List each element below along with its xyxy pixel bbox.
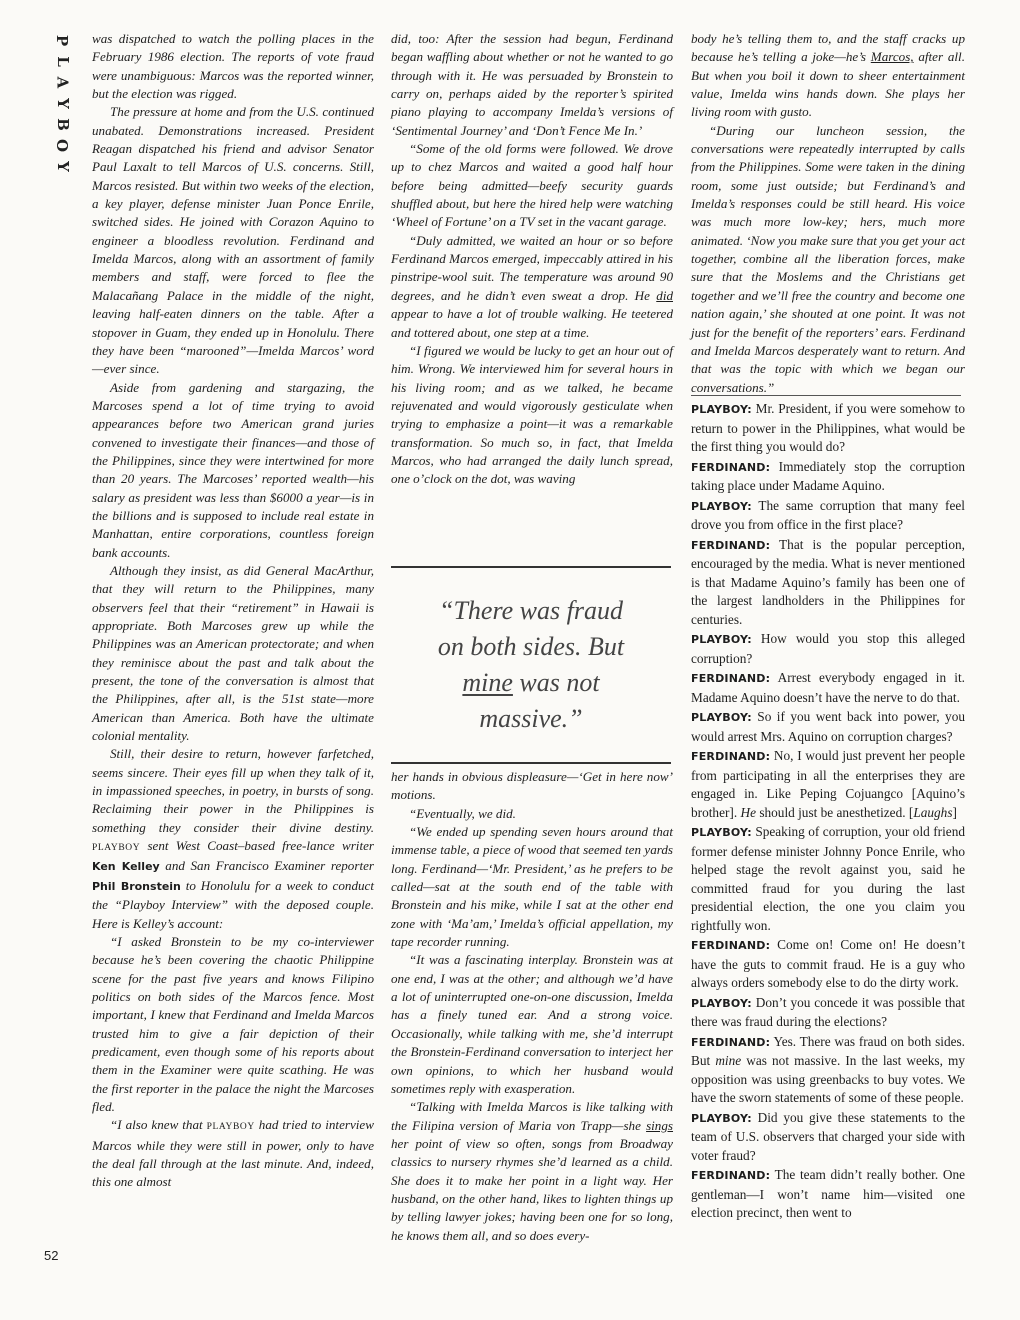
answer-text: Immediately stop the corruption taking place under Madame Aquino.	[691, 458, 965, 493]
text-run: to Honolulu for a week to conduct the “Playboy Interview” with the deposed couple. Here is Kelley’s account:	[92, 877, 374, 931]
paragraph: did, too: After the session had begun, Ferdinand began waffling about whether or not he wanted to go through with it. He was persuaded by Bronstein to carry on, perhaps aided by the reporter’s spirited piano playing to accompany Imelda’s versions of ‘Sentimental Journey’ and ‘Don’t Fence Me In.’	[391, 31, 673, 138]
paragraph: “We ended up spending seven hours around that immense table, a piece of wood that seemed ten yards long. Ferdinand—‘Mr. President,’ as he prefers to be called—sat at the south end of the table with Bronstein and his mike, while I sat at the other end zone with ‘Ma’am,’ Imelda’s official appellation, my tape recorder running.	[391, 824, 673, 950]
text-run: “I also knew that	[110, 1117, 203, 1133]
article-column-2-bottom	[391, 768, 673, 1268]
question	[691, 630, 965, 668]
logo-letter: A	[53, 76, 72, 89]
answer	[691, 669, 965, 707]
question-text: So if you went back into power, you would arrest Mrs. Aquino on corruption charges?	[691, 709, 966, 744]
answer-text: The team didn’t really bother. One gentleman—I won’t name him—visited one election precinct, then went to	[691, 1167, 965, 1220]
speaker-label: FERDINAND:	[691, 1169, 771, 1182]
question	[691, 400, 965, 457]
pull-quote-underlined: mine	[462, 668, 513, 697]
logo-letter: B	[53, 118, 72, 131]
italic-word: He	[740, 804, 756, 820]
paragraph: Aside from gardening and stargazing, the Marcoses spend a lot of time trying to avoid appearances before two American grand juries convened to investigate their finances—and those of the Philippines, since they were intertwined for more than 20 years. The Marcoses’ reported wealth—his salary as president was less than $6000 a year—is in the billions and is supposed to include real estate in Manhattan, entire corporations, countless foreign bank accounts.	[92, 379, 374, 560]
text-run: her point of view so often, songs from Broadway classics to nursery rhymes she’d learned as a child. She does it to make her point in a light way. Her husband, on the other hand, likes to lighten things up by telling lawyer jokes; having been one for so long, he knows them all, and so does every-	[391, 1135, 673, 1243]
answer-text: Come on! Come on! He doesn’t have the guts to commit fraud. He is a guy who always orders somebody else to do the dirty work.	[691, 937, 965, 990]
question-text: The same corruption that many feel drove you from office in the first place?	[691, 497, 965, 532]
speaker-label: PLAYBOY:	[691, 633, 752, 646]
logo-letter: O	[53, 138, 72, 153]
speaker-label: PLAYBOY:	[691, 996, 752, 1010]
answer	[691, 536, 965, 630]
paragraph	[391, 232, 673, 342]
speaker-label: PLAYBOY:	[691, 403, 752, 416]
speaker-label: FERDINAND:	[691, 538, 771, 552]
pull-quote	[391, 566, 671, 764]
question	[691, 823, 965, 935]
text-run: had tried to interview Marcos while they were still in power, only to have the deal fall through at the last minute. And, indeed, this one almost	[92, 1117, 374, 1190]
logo-letter: P	[53, 34, 72, 47]
text-run: sent West Coast–based free-lance writer	[147, 838, 374, 854]
paragraph: “I asked Bronstein to be my co-interviewer because he’s been covering the chaotic Philippine scene for the past five years and knows Filipino politics on both sides of the Marcos fence. Most important, I knew that Ferdinand and Imelda Marcos trusted him to give a fair depiction of their predicament, even though some of his reports about them in the Examiner were quite scathing. He was the first reporter in the palace the night the Marcoses fled.	[92, 933, 374, 1114]
pull-quote-text	[425, 593, 637, 737]
paragraph: “Eventually, we did.	[409, 805, 516, 821]
answer	[691, 747, 965, 822]
paragraph: “During our luncheon session, the conversations were repeatedly interrupted by calls from the Philippines. Some were taken in the dining room, some just outside; but Ferdinand’s and Imelda’s responses could be still heard. His voice was much more low-key; hers, much more animated. ‘Now you make sure that you get your act together, combine all the liberation forces, make sure that the Moslems and the Christians get together and we’ll free the country and become one nation again,’ she shouted at one point. It was not just for the benefit of the reporters’ ears. Ferdinand and Imelda Marcos desperately want to return. And that was the topic with which we began our conversations.”	[691, 122, 965, 395]
italic-word: Laughs	[913, 804, 953, 820]
interview-qa	[691, 400, 965, 1270]
logo-letter: L	[53, 56, 72, 67]
answer-text: Arrest everybody engaged in it. Madame Aquino doesn’t have the nerve to do that.	[691, 670, 965, 705]
reporter-name: Phil Bronstein	[92, 879, 181, 893]
underlined-word: sings	[646, 1117, 674, 1133]
article-column-2-top	[391, 30, 673, 550]
paragraph: “It was a fascinating interplay. Bronstein was at one end, I was at the other; and although we’d have a lot of uninterrupted one-on-one discussion, Imelda has a finely tuned ear. And a strong voice. Occasionally, while talking with me, she’d interrupt the Bronstein-Ferdinand conversation to interject her own opinions, to which her husband would sometimes reply with exasperation.	[391, 952, 673, 1096]
underlined-word: did	[656, 287, 673, 303]
question-text: Did you give these statements to the team of U.S. observers that charged your side with voter fraud?	[691, 1109, 965, 1163]
answer	[691, 458, 965, 496]
speaker-label: PLAYBOY:	[691, 499, 752, 513]
question-text: Mr. President, if you were somehow to return to power in the Philippines, what would be the first thing you would do?	[691, 401, 966, 454]
paragraph	[92, 745, 374, 932]
article-column-1	[92, 30, 374, 1270]
text-run: Still, their desire to return, however farfetched, seems sincere. Their eyes fill up when they talk of it, in impassioned speeches, in poetry, in bursts of song. Reclaiming their power in the Philippines is something they consider their divine destiny.	[92, 746, 374, 835]
question-text: How would you stop this alleged corruption?	[691, 631, 965, 666]
speaker-label: FERDINAND:	[691, 1035, 771, 1049]
paragraph: The pressure at home and from the U.S. continued unabated. Demonstrations increased. President Reagan dispatched his friend and advisor Senator Paul Laxalt to tell Marcos of U.S. concerns. Still, Marcos resisted. But within two weeks of the election, a key player, defense minister Juan Ponce Enrile, switched sides. He joined with Corazon Aquino to engineer a bloodless revolution. Ferdinand and Imelda Marcos, along with an assortment of family members and staff, were forced to flee the Malacañang Palace in the middle of the night, leaving half-eaten dinners on the table. After a stopover in Guam, they ended up in Honolulu. There they have been “marooned”—Imelda Marcos’ word—ever since.	[92, 104, 374, 377]
logo-letter: Y	[53, 98, 72, 109]
paragraph: was dispatched to watch the polling places in the February 1986 election. The reports of vote fraud were unambiguous: Marcos was the reported winner, but the election was rigged.	[92, 31, 374, 102]
underlined-word: Marcos,	[870, 49, 914, 65]
paragraph	[391, 1098, 673, 1245]
pull-quote-line: “There was fraud on both sides. But	[437, 596, 625, 661]
text-run: and San Francisco Examiner reporter	[165, 858, 374, 874]
pull-quote-line: was not massive.”	[479, 668, 600, 733]
italic-word: mine	[715, 1053, 742, 1068]
text-run: after all. But when you boil it down to sheer entertainment value, Imelda wins hands down. She plays her living room with gusto.	[691, 49, 965, 120]
magazine-name-smallcaps: PLAYBOY	[206, 1122, 255, 1133]
answer-text: No, I would just prevent her people from participating in all the enterprises they are engaged in. Like Peping Cojuangco [Aquino’s brother].	[691, 748, 966, 820]
speaker-label: PLAYBOY:	[691, 1111, 752, 1125]
answer-text: Yes. There was fraud on both sides. But	[691, 1033, 965, 1068]
paragraph	[92, 1116, 374, 1191]
question	[691, 994, 965, 1032]
answer	[691, 1033, 965, 1108]
text-run: “Duly admitted, we waited an hour or so before Ferdinand Marcos emerged, impeccably attired in his pinstripe-wool suit. The temperature was around 90 degrees, and he didn’t even sweat a drop. He	[391, 232, 673, 303]
answer	[691, 1166, 965, 1223]
article-column-3-top	[691, 30, 965, 395]
answer-text: ]	[952, 804, 957, 820]
paragraph: “Some of the old forms were followed. We drove up to chez Marcos and waited a good half hour before being admitted—beefy security guards shuffled about, but here the hired help were watching ‘Wheel of Fortune’ on a TV set in the vacant garage.	[391, 141, 673, 230]
paragraph: Although they insist, as did General MacArthur, that they will return to the Philippines, many observers feel that their “retirement” in Hawaii is appropriate. Both Marcoses grew up while the Philippines was an American protectorate; and when they reminisce about the past and talk about the present, the tone of the conversation is almost that the Philippines, after all, is the 51st state—more American than America. Both have the ultimate colonial mentality.	[92, 562, 374, 744]
text-run: body he’s telling them to, and the staff cracks up because he’s telling a joke—he’s	[691, 31, 965, 65]
text-run: appear to have a lot of trouble walking. He teetered and tottered about, one step at a time.	[391, 306, 673, 340]
question	[691, 708, 965, 746]
paragraph: “I figured we would be lucky to get an hour out of him. Wrong. We interviewed him for several hours in his living room; and as we talked, he became rejuvenated and would vigorously gesticulate when trying to emphasize a point—it was a remarkable transformation. So much so, in fact, that Imelda Marcos, who had arranged the daily lunch spread, one o’clock on the dot, was waving	[391, 342, 673, 487]
speaker-label: FERDINAND:	[691, 460, 771, 474]
answer-text: was not massive. In the last weeks, my opposition was using greenbacks to buy votes. We have the sworn statements of some of these people.	[691, 1053, 966, 1105]
answer-text: should just be anesthetized. [	[759, 804, 914, 820]
logo-letter: Y	[53, 161, 72, 172]
column-divider-rule	[691, 395, 961, 396]
question	[691, 497, 965, 535]
playboy-vertical-logo	[50, 30, 74, 177]
speaker-label: PLAYBOY:	[691, 826, 752, 839]
answer-text: That is the popular perception, encouraged by the media. What is never mentioned is that Madame Aquino’s family has been one of the largest landholders in the Philippines for centuries.	[691, 536, 965, 627]
question-text: Speaking of corruption, your old friend former defense minister Johnny Ponce Enrile, who helped stage the revolt against you, said he committed fraud for you during the last presidential election, the one you claim you rightfully won.	[691, 824, 966, 933]
magazine-name-smallcaps: PLAYBOY	[92, 843, 141, 854]
paragraph	[691, 30, 965, 122]
question	[691, 1109, 965, 1166]
speaker-label: FERDINAND:	[691, 750, 771, 763]
page-number: 52	[44, 1248, 59, 1263]
answer	[691, 936, 965, 993]
speaker-label: FERDINAND:	[691, 672, 771, 685]
text-run: “Talking with Imelda Marcos is like talking with the Filipina version of Maria von Trapp—she	[391, 1099, 673, 1133]
paragraph: her hands in obvious displeasure—‘Get in here now’ motions.	[391, 769, 673, 803]
speaker-label: FERDINAND:	[691, 939, 771, 952]
question-text: Don’t you concede it was possible that there was fraud during the elections?	[691, 994, 965, 1029]
speaker-label: PLAYBOY:	[691, 711, 752, 724]
writer-name: Ken Kelley	[92, 860, 160, 874]
